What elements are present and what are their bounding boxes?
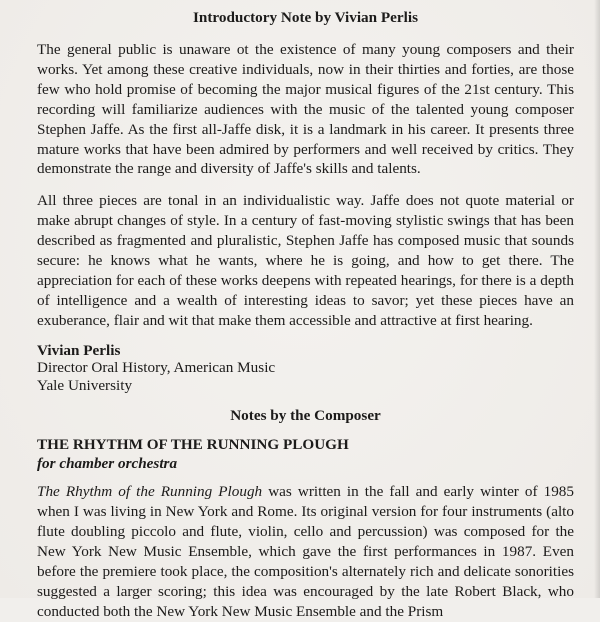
signature-title: Director Oral History, American Music (37, 359, 276, 377)
intro-paragraph-1: The general public is unaware ot the existence of many young composers and their works. Yet among these creative individuals, now in their thirties and forties, are those few who hold promise of becoming the major musical figures of the 21st century. This recording will familiarize audiences with the music of the talented young composer Stephen Jaffe. As the first all-Jaffe disk, it is a landmark in his career. It presents three mature works that have been admired by performers and well received by critics. They demonstrate the range and diversity of Jaffe's skills and talents. (37, 41, 574, 178)
signature-institution: Yale University (37, 376, 133, 394)
intro-heading: Introductory Note by Vivian Perlis (193, 9, 418, 26)
composer-notes-heading: Notes by the Composer (230, 407, 381, 425)
signature-block (37, 342, 574, 395)
signature-name: Vivian Perlis (37, 341, 121, 359)
composer-paragraph (37, 482, 574, 621)
piece-title: THE RHYTHM OF THE RUNNING PLOUGH (37, 436, 349, 454)
composer-paragraph-text: was written in the fall and early winter of 1985 when I was living in New York and Rome. Its original version for four instruments (alto flute doubling piccolo and flute, violin, cello and percussion) was composed for the New York New Music Ensemble, which gave the first performances in 1987. Even before the premiere took place, the composition's alternately rich and delicate sonorities suggested a larger scoring; this idea was encouraged by the late Robert Black, who conducted both the New York New Music Ensemble and the Prism (37, 483, 574, 620)
piece-subtitle: for chamber orchestra (37, 455, 178, 473)
page-edge-shadow (594, 0, 600, 598)
piece-title-inline: The Rhythm of the Running Plough (37, 483, 263, 501)
intro-paragraph-2: All three pieces are tonal in an individualistic way. Jaffe does not quote material or make abrupt changes of style. In a century of fast-moving stylistic swings that has been described as fragmented and pluralistic, Stephen Jaffe has composed music that sounds secure: he knows what he wants, where he is going, and how to get there. The appreciation for each of these works deepens with repeated hearings, for there is a depth of intelligence and a wealth of interesting ideas to savor; yet these pieces have an exuberance, flair and wit that make them accessible and attractive at first hearing. (37, 192, 574, 329)
